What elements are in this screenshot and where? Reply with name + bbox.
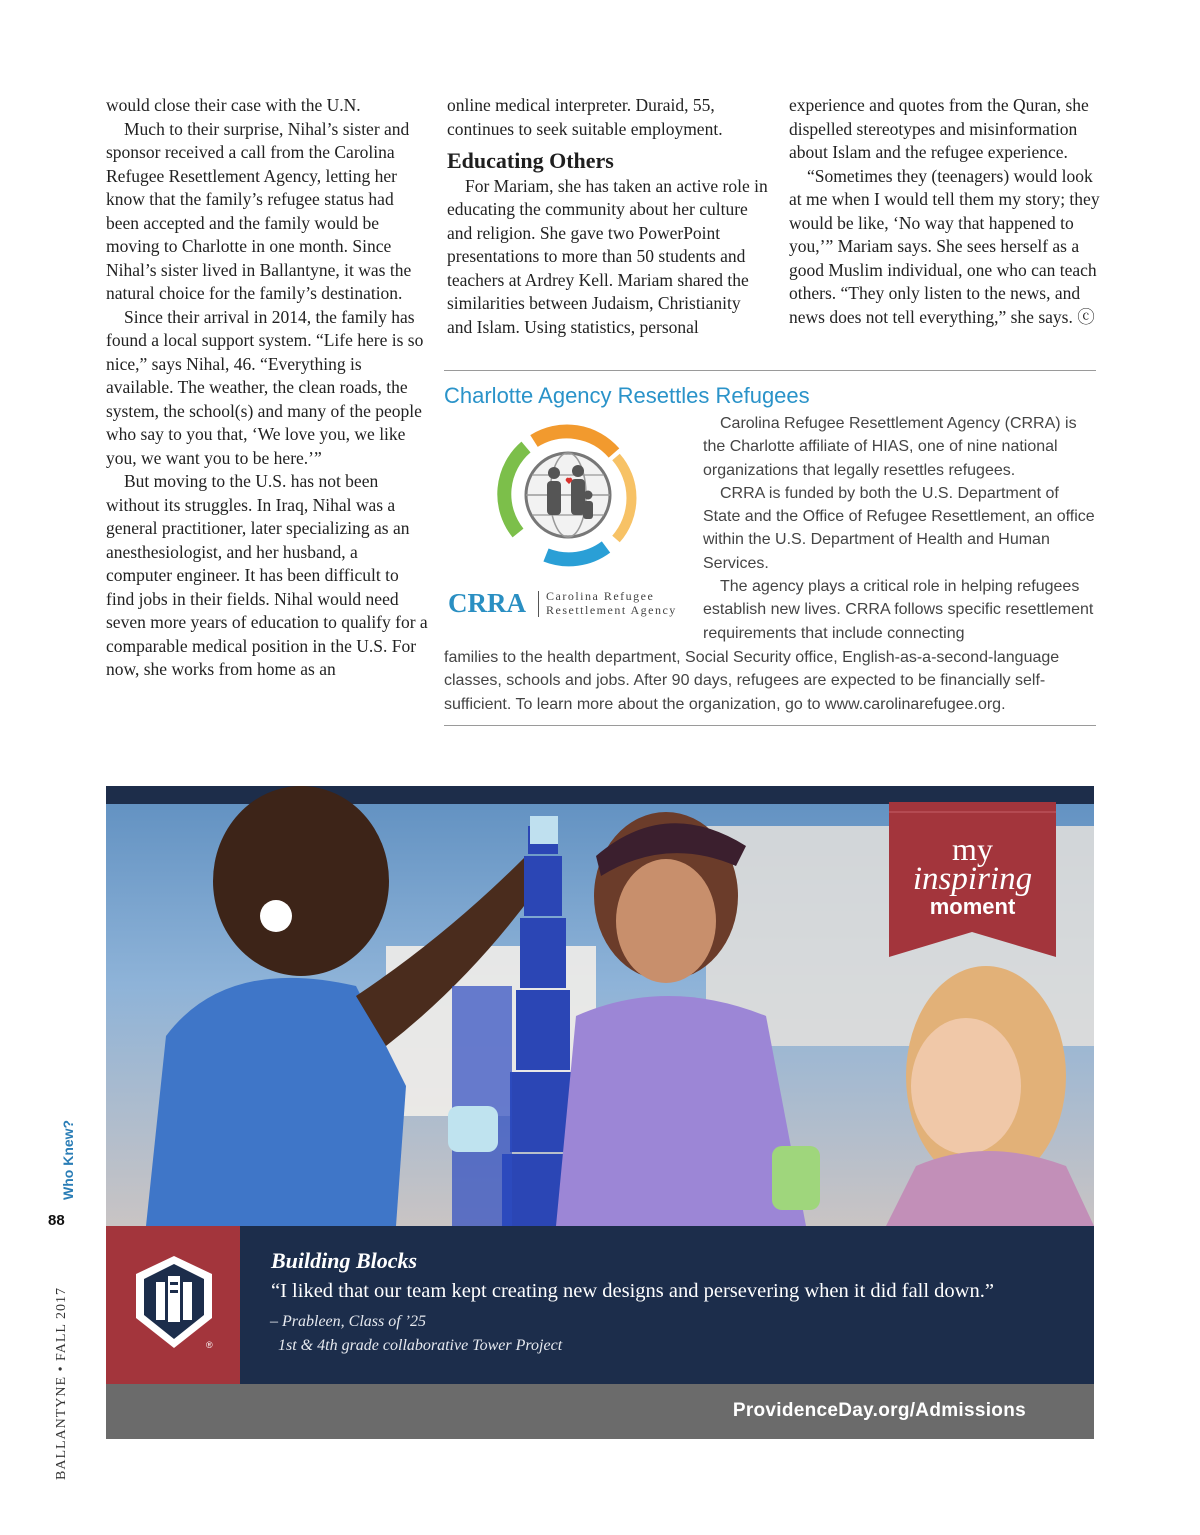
ribbon-moment: moment	[929, 894, 1016, 919]
caption-quote: “I liked that our team kept creating new designs and persevering when it did fall down.”	[271, 1280, 994, 1302]
article-column-2	[447, 94, 769, 339]
article-paragraph: experience and quotes from the Quran, she dispelled stereotypes and misinformation about Islam and the refugee experience.	[789, 95, 1089, 162]
article-paragraph: would close their case with the U.N.	[106, 95, 361, 115]
admissions-link[interactable]: ProvidenceDay.org/Admissions	[732, 1400, 1026, 1421]
logo-name	[546, 589, 677, 617]
logo-divider	[538, 591, 539, 617]
sidebar-text	[703, 412, 1095, 645]
logo-line-2: Resettlement Agency	[546, 603, 677, 617]
sidebar-paragraph: families to the health department, Social Security office, English-as-a-second-language classes, schools and jobs. After 90 days, refugees are expected to be financially self-sufficient. To learn more about the organization, go to www.carolinarefugee.org.	[444, 649, 1060, 713]
article-paragraph: Much to their surprise, Nihal’s sister and sponsor received a call from the Carolina Refugee Resettlement Agency, letting her know that the family’s refugee status had been accepted and the family would be moving to Charlotte in one month. Since Nihal’s sister lived in Ballantyne, it was the natural choice for the family’s destination.	[106, 118, 412, 303]
magazine-issue: BALLANTYNE • FALL 2017	[54, 1287, 69, 1480]
sidebar-title: Charlotte Agency Resettles Refugees	[444, 383, 810, 408]
ribbon-text	[889, 831, 1056, 920]
ad-photo	[106, 786, 1094, 1226]
ribbon-inspiring: inspiring	[912, 861, 1033, 897]
caption-attribution: – Prableen, Class of ’25	[270, 1313, 426, 1330]
sidebar-paragraph: The agency plays a critical role in helping refugees establish new lives. CRRA follows specific resettlement requirements that include connecting	[703, 578, 1094, 642]
page-number: 88	[48, 1212, 65, 1229]
school-crest-icon	[130, 1252, 218, 1352]
article-column-3	[789, 94, 1109, 329]
logo-abbr: CRRA	[448, 588, 526, 618]
ad-caption-panel	[106, 1226, 1094, 1384]
article-column-1	[106, 94, 428, 682]
article-paragraph: Since their arrival in 2014, the family has found a local support system. “Life here is so nice,” says Nihal, 46. “Everything is available. The weather, the clean roads, the system, the school(s) and many of the people who say to you that, ‘We love you, we like you, we want you to be here.’”	[106, 306, 424, 468]
article-paragraph: “Sometimes they (teenagers) would look at me when I would tell them my story; they would be like, ‘No way that happened to you,’” Mariam says. She sees herself as a good Muslim individual, one who can teach others. “They only listen to the news, and news does not tell everything,” she says. ⓒ	[789, 165, 1100, 327]
sidebar-paragraph: Carolina Refugee Resettlement Agency (CRRA) is the Charlotte affiliate of HIAS, one of nine national organizations that legally resettles refugees.	[703, 415, 1077, 479]
sidebar-box	[444, 370, 1096, 726]
logo-line-1: Carolina Refugee	[546, 589, 655, 603]
advertisement	[106, 786, 1094, 1439]
article-paragraph: online medical interpreter. Duraid, 55, continues to seek suitable employment.	[447, 95, 723, 139]
caption-project: 1st & 4th grade collaborative Tower Project	[278, 1337, 563, 1354]
article-paragraph: But moving to the U.S. has not been without its struggles. In Iraq, Nihal was a general practitioner, later specializing as an anesthesiologist, and her husband, a computer engineer. It has been difficult to find jobs in their fields. Nihal would need seven more years of education to qualify for a comparable medical position in the U.S. For now, she works from home as an	[106, 471, 428, 679]
caption-title: Building Blocks	[271, 1248, 418, 1273]
sidebar-text-continued	[444, 646, 1096, 716]
sidebar-paragraph: CRRA is funded by both the U.S. Department of State and the Office of Refugee Resettlement, an office within the U.S. Department of Health and Human Services.	[703, 484, 1095, 572]
school-crest-panel	[106, 1226, 240, 1384]
svg-text:®: ®	[206, 1340, 213, 1350]
ribbon-my: my	[952, 831, 993, 867]
article-paragraph: For Mariam, she has taken an active role in educating the community about her culture and religion. She gave two PowerPoint presentations to more than 50 students and teachers at Ardrey Kell. Mariam shared the similarities between Judaism, Christianity and Islam. Using statistics, personal	[447, 175, 768, 337]
section-heading: Educating Others	[447, 148, 614, 173]
section-label: Who Knew?	[60, 1119, 76, 1200]
ad-url-bar	[106, 1384, 1094, 1439]
my-inspiring-moment-ribbon	[889, 802, 1056, 957]
page-folio	[42, 1120, 82, 1490]
crra-logo	[446, 423, 690, 629]
